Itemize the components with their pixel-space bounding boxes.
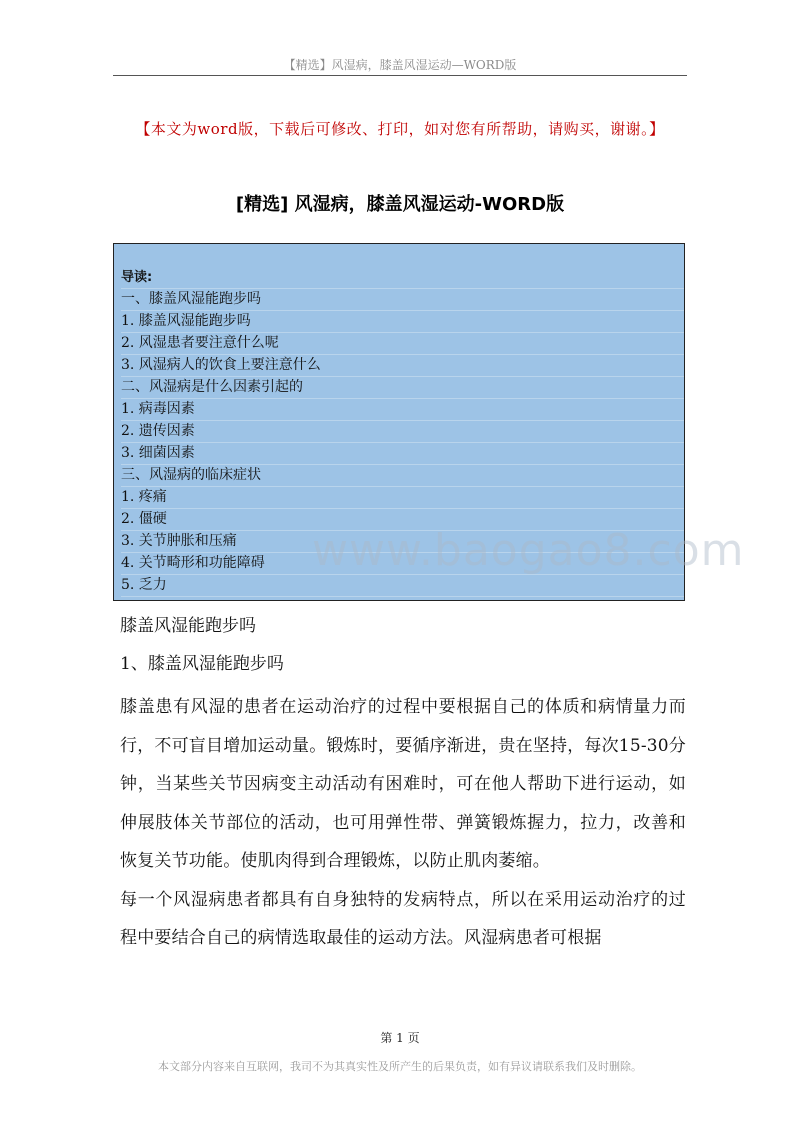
- toc-item: 4. 关节畸形和功能障碍: [121, 553, 684, 575]
- toc-item: 5. 乏力: [121, 575, 684, 597]
- article-body: [120, 612, 686, 958]
- toc-item: 1. 膝盖风湿能跑步吗: [121, 311, 684, 333]
- page-footer: 本文部分内容来自互联网，我司不为其真实性及所产生的后果负责，如有异议请联系我们及时删除。: [158, 1060, 642, 1073]
- reading-guide-heading: 导读:: [121, 267, 684, 289]
- watermark: www.baogao8.com: [312, 525, 745, 576]
- toc-item: 一、膝盖风湿能跑步吗: [121, 289, 684, 311]
- toc-item: 2. 风湿患者要注意什么呢: [121, 333, 684, 355]
- page-number: 第 1 页: [380, 1031, 420, 1045]
- reading-guide-box: [113, 243, 685, 601]
- header-divider: [113, 75, 687, 76]
- document-title: [精选] 风湿病，膝盖风湿运动-WORD版: [235, 194, 565, 215]
- toc-item: 三、风湿病的临床症状: [121, 465, 684, 487]
- toc-item: 1. 疼痛: [121, 487, 684, 509]
- subsection-title: 1、膝盖风湿能跑步吗: [120, 654, 284, 674]
- purchase-notice: 【本文为word版，下载后可修改、打印，如对您有所帮助，请购买，谢谢。】: [135, 120, 665, 138]
- paragraph: 每一个风湿病患者都具有自身独特的发病特点，所以在采用运动治疗的过程中要结合自己的病情选取最佳的运动方法。风湿病患者可根据: [120, 889, 686, 948]
- toc-item: 二、风湿病是什么因素引起的: [121, 377, 684, 399]
- toc-item: 2. 遗传因素: [121, 421, 684, 443]
- toc-item: 1. 病毒因素: [121, 399, 684, 421]
- toc-item: 3. 风湿病人的饮食上要注意什么: [121, 355, 684, 377]
- reading-guide-list: [121, 267, 684, 597]
- toc-item: 3. 细菌因素: [121, 443, 684, 465]
- page-header: 【精选】风湿病，膝盖风湿运动—WORD版: [283, 58, 517, 72]
- toc-item: 2. 僵硬: [121, 509, 684, 531]
- section-title: 膝盖风湿能跑步吗: [120, 616, 256, 636]
- toc-item: 3. 关节肿胀和压痛: [121, 531, 684, 553]
- paragraph: 膝盖患有风湿的患者在运动治疗的过程中要根据自己的体质和病情量力而行，不可盲目增加运动量。锻炼时，要循序渐进，贵在坚持，每次15-30分钟，当某些关节因病变主动活动有困难时，可在他人帮助下进行运动，如伸展肢体关节部位的活动，也可用弹性带、弹簧锻炼握力，拉力，改善和恢复关节功能。使肌肉得到合理锻炼，以防止肌肉萎缩。: [120, 697, 687, 871]
